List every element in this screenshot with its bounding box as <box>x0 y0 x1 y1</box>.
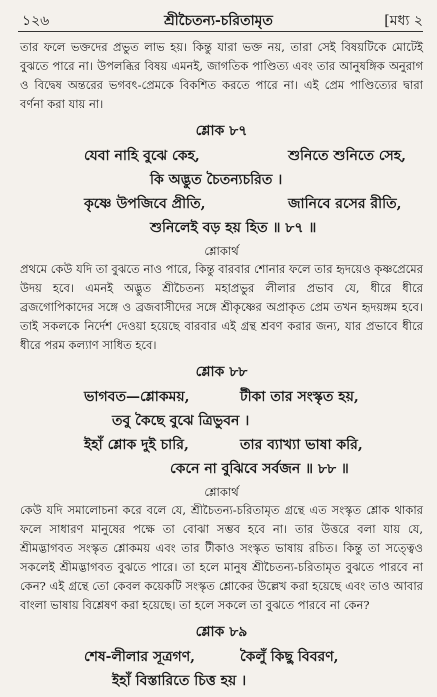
verse-88-line-2: তবু কৈছে বুঝে ত্রিভুবন । <box>112 413 250 429</box>
gloss-88 <box>20 483 423 615</box>
verse-87 <box>20 120 423 240</box>
verse-87-heading: শ্লোক ৮৭ <box>195 123 248 139</box>
verse-88 <box>20 361 423 481</box>
verse-88-line-3a: ইহাঁ শ্লোক দুই চারি, <box>84 437 189 453</box>
verse-89-line-1a: শেষ-লীলার সূত্রগণ, <box>84 649 196 665</box>
verse-87-line-1a: যেবা নাহি বুঝে কেহ, <box>84 148 200 164</box>
verse-87-text <box>20 144 423 240</box>
gloss-87 <box>20 242 423 355</box>
section-marker: [মধ্য ২ <box>384 13 423 29</box>
verse-88-line-4: কেনে না বুঝিবে সর্বজন ॥ ৮৮ ॥ <box>170 461 349 477</box>
verse-89-text <box>20 645 423 693</box>
verse-87-line-3b: জানিবে রসের রীতি, <box>288 196 402 212</box>
verse-87-line-4: শুনিলেই বড় হয় হিত ॥ ৮৭ ॥ <box>150 220 317 236</box>
gloss-87-text: প্রথমে কেউ যদি তা বুঝতে নাও পারে, কিন্তু বারবার শোনার ফলে তার হৃদয়েও কৃষ্ণপ্রেমের উদয় হবে। এমনই অদ্ভুত শ্রীচৈতন্য মহাপ্রভুর লীলার প্রভাব যে, ধীরে ধীরে ব্রজগোপিকাদের সঙ্গে ও ব্রজবাসীদের সঙ্গে শ্রীকৃষ্ণের অপ্রাকৃত প্রেম তখন হৃদয়ঙ্গম হবে। তাই সকলকে নির্দেশ দেওয়া হয়েছে বারবার এই গ্রন্থ শ্রবণ করার জন্য, যার প্রভাবে ধীরে ধীরে পরম কল্যাণ সাধিত হবে। <box>20 262 423 352</box>
verse-88-line-1b: টীকা তার সংস্কৃত হয়, <box>240 389 359 405</box>
running-title: শ্রীচৈতন্য-চরিতামৃত <box>164 13 273 29</box>
verse-88-text <box>20 385 423 481</box>
page-number: ১২৬ <box>22 13 50 29</box>
intro-paragraph: তার ফলে ভক্তদের প্রভুত লাভ হয়। কিন্তু যারা ভক্ত নয়, তারা সেই বিষয়টিকে মোটেই বুঝতে পারে না। উপলব্ধির বিষয় এমনই, জাগতিক পাণ্ডিত্য এবং তার আনুষঙ্গিক অনুরাগ ও বিদ্বেষ অন্তরের ভগবৎ-প্রেমকে বিকশিত করতে পারে না। এই প্রেম পাণ্ডিত্যের দ্বারা বর্ণনা করা যায় না। <box>20 40 423 111</box>
verse-87-line-2: কি অদ্ভুত চৈতন্যচরিত । <box>150 172 283 188</box>
page-content <box>20 38 423 693</box>
verse-89-line-2: ইহাঁ বিস্তারিতে চিত্ত হয় । <box>112 673 247 689</box>
verse-89 <box>20 621 423 693</box>
gloss-87-heading: শ্লোকার্থ <box>204 244 239 258</box>
gloss-88-text: কেউ যদি সমালোচনা করে বলে যে, শ্রীচৈতন্য-চরিতামৃত গ্রন্থে এত সংস্কৃত শ্লোক থাকার ফলে সাধারণ মানুষের পক্ষে তা বোঝা সম্ভব হবে না। তার উত্তরে বলা যায় যে, শ্রীমদ্ভাগবত সংস্কৃত শ্লোকময় এবং তার টীকাও সংস্কৃত ভাষায় রচিত। কিন্তু তা সত্ত্বেও সকলেই শ্রীমদ্ভাগবত বুঝতে পারে। তা হলে মানুষ শ্রীচৈতন্য-চরিতামৃত বুঝতে পারবে না কেন? এই গ্রন্থে তো কেবল কয়েকটি সংস্কৃত শ্লোকের উল্লেখ করা হয়েছে এবং তাও আবার বাংলা ভাষায় বিশ্লেষণ করা হয়েছে। তা হলে সকলে তা বুঝতে পারবে না কেন? <box>20 503 423 612</box>
header-rule <box>18 31 423 32</box>
verse-87-line-1b: শুনিতে শুনিতে সেহ, <box>288 148 406 164</box>
verse-88-line-1a: ভাগবত—শ্লোকময়, <box>84 389 190 405</box>
verse-87-line-3a: কৃষ্ণে উপজিবে প্রীতি, <box>84 196 206 212</box>
page-header <box>0 0 437 34</box>
verse-89-heading: শ্লোক ৮৯ <box>195 624 248 640</box>
gloss-88-heading: শ্লোকার্থ <box>204 485 239 499</box>
verse-89-line-1b: কৈলুঁ কিছু বিবরণ, <box>240 649 339 665</box>
verse-88-heading: শ্লোক ৮৮ <box>195 364 248 380</box>
verse-88-line-3b: তার ব্যাখ্যা ভাষা করি, <box>240 437 363 453</box>
